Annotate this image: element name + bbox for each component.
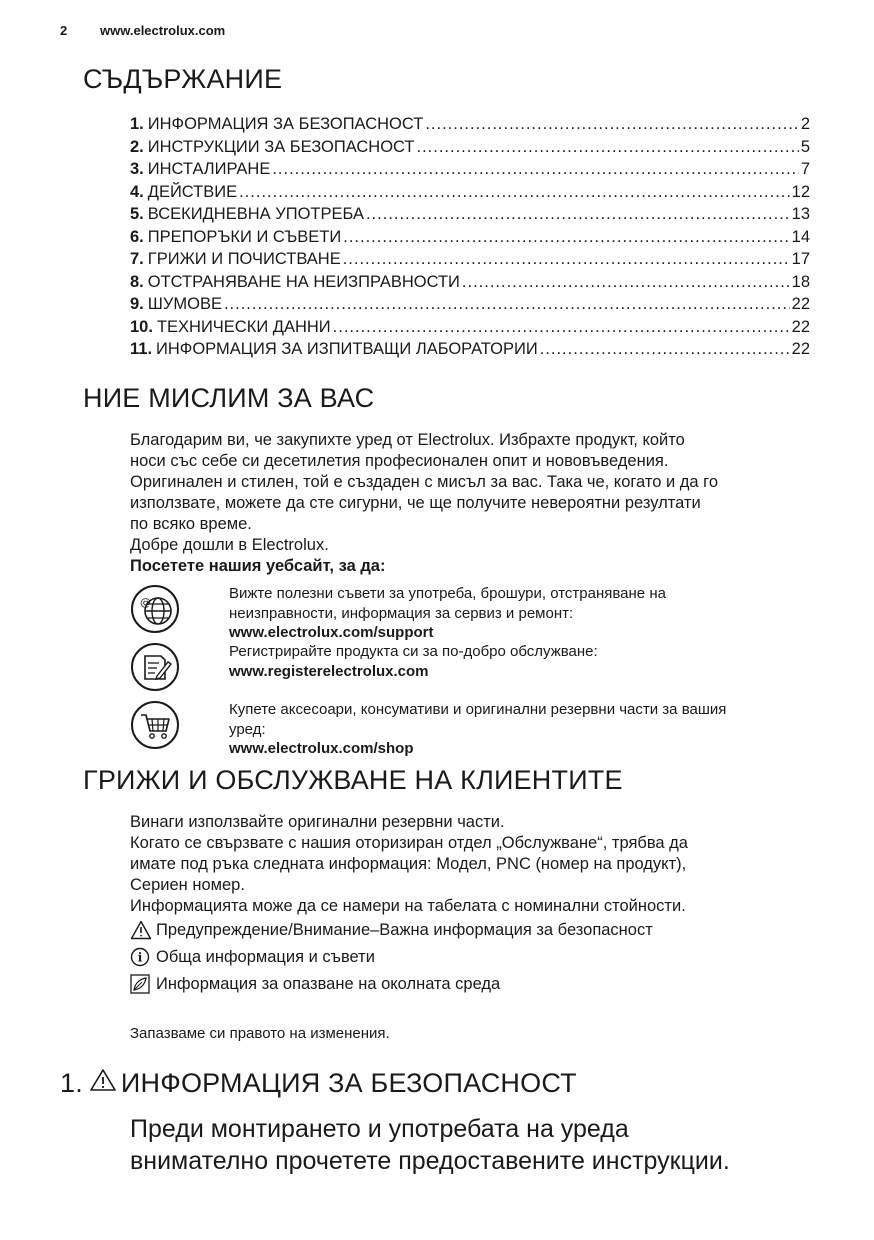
- toc-item[interactable]: 6. ПРЕПОРЪКИ И СЪВЕТИ ..... 14: [130, 226, 810, 249]
- safety-section-title: [60, 1068, 577, 1099]
- toc-item[interactable]: 3. ИНСТАЛИРАНЕ ..... 7: [130, 158, 810, 181]
- legend-warning: [130, 920, 653, 940]
- svg-text:i: i: [137, 950, 143, 965]
- visit-heading: Посетете нашия уебсайт, за да:: [130, 557, 386, 575]
- care-paragraph: Винаги използвайте оригинални резервни части. Когато се свързвате с нашия оторизиран отдел „Обслужване“, трябва да имате под ръка следната информация: Модел, PNC (номер на продукт), Сериен номер. Информацията може да се намери на табелата с номинални стойности.: [130, 813, 688, 915]
- globe-icon: [130, 584, 180, 634]
- legend-info: [130, 947, 375, 967]
- toc-item[interactable]: 4. ДЕЙСТВИЕ ..... 12: [130, 181, 810, 204]
- svg-text:@: @: [140, 596, 151, 609]
- environment-icon: [130, 974, 150, 994]
- legend-environment-text: Информация за опазване на околната среда: [156, 974, 501, 993]
- legend-info-text: Обща информация и съвети: [156, 947, 375, 966]
- toc-title: СЪДЪРЖАНИЕ: [83, 64, 283, 94]
- safety-intro: Преди монтирането и употребата на уреда внимателно прочетете предоставените инструкции.: [130, 1115, 730, 1175]
- care-title: ГРИЖИ И ОБСЛУЖВАНЕ НА КЛИЕНТИТЕ: [83, 765, 623, 795]
- warning-icon: [89, 1068, 121, 1099]
- intro-paragraph: Благодарим ви, че закупихте уред от Electrolux. Избрахте продукт, който носи със себе си десетилетия професионален опит и нововъведения. Оригинален и стилен, той е създаден с мисъл за вас. Така че, когато и да го използвате, можете да сте сигурни, че ще получите невероятни резултати по всяко време. Добре дошли в Electrolux. Посетете нашия уебсайт, за да:: [130, 430, 830, 577]
- register-document-icon: [130, 642, 180, 692]
- header-website: www.electrolux.com: [100, 23, 226, 38]
- toc-item[interactable]: 10. ТЕХНИЧЕСКИ ДАННИ ..... 22: [130, 316, 810, 339]
- legend-environment: [130, 974, 500, 994]
- page-number: 2: [60, 23, 68, 38]
- support-link[interactable]: www.electrolux.com/support: [229, 624, 434, 641]
- shopping-cart-icon: [130, 700, 180, 750]
- safety-section-number: 1.: [60, 1068, 83, 1098]
- toc-item[interactable]: 8. ОТСТРАНЯВАНЕ НА НЕИЗПРАВНОСТИ ..... 18: [130, 271, 810, 294]
- toc-item[interactable]: 9. ШУМОВЕ ..... 22: [130, 293, 810, 316]
- table-of-contents: [130, 113, 810, 361]
- info-icon: [130, 947, 150, 967]
- toc-item[interactable]: 11. ИНФОРМАЦИЯ ЗА ИЗПИТВАЩИ ЛАБОРАТОРИИ ..... 22: [130, 338, 810, 361]
- toc-item[interactable]: 7. ГРИЖИ И ПОЧИСТВАНЕ ..... 17: [130, 248, 810, 271]
- shop-link[interactable]: www.electrolux.com/shop: [229, 740, 414, 757]
- toc-item[interactable]: 5. ВСЕКИДНЕВНА УПОТРЕБА ..... 13: [130, 203, 810, 226]
- register-link[interactable]: www.registerelectrolux.com: [229, 662, 429, 680]
- legend-warning-text: Предупреждение/Внимание–Важна информация за безопасност: [156, 920, 653, 939]
- toc-item[interactable]: 1. ИНФОРМАЦИЯ ЗА БЕЗОПАСНОСТ ..... 2: [130, 113, 810, 136]
- welcome-text: Добре дошли в Electrolux.: [130, 536, 329, 554]
- thinking-title: НИЕ МИСЛИМ ЗА ВАС: [83, 383, 375, 413]
- toc-item[interactable]: 2. ИНСТРУКЦИИ ЗА БЕЗОПАСНОСТ ..... 5: [130, 136, 810, 159]
- safety-title-text: ИНФОРМАЦИЯ ЗА БЕЗОПАСНОСТ: [120, 1068, 577, 1098]
- warning-icon: [130, 920, 150, 940]
- changes-note: Запазваме си правото на изменения.: [130, 1025, 390, 1042]
